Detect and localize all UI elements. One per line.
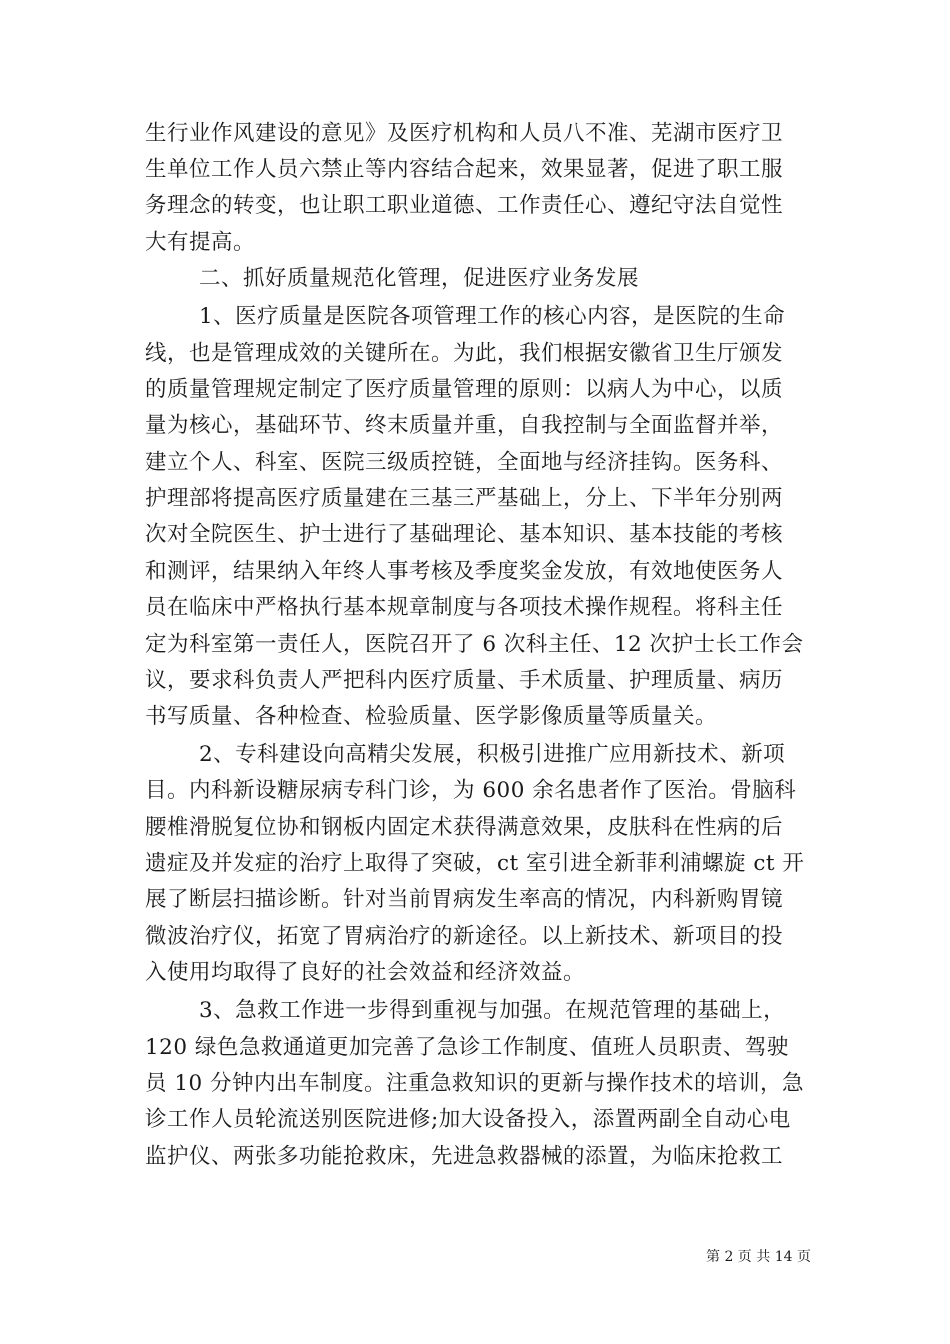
text-line: 目。内科新设糖尿病专科门诊，为 600 余名患者作了医治。骨脑科 (145, 778, 797, 803)
text-line: 3、急救工作进一步得到重视与加强。在规范管理的基础上， (199, 998, 786, 1023)
text-line: 诊工作人员轮流送别医院进修;加大设备投入，添置两副全自动心电 (145, 1107, 791, 1132)
text-line: 生行业作风建设的意见》及医疗机构和人员八不准、芜湖市医疗卫 (145, 121, 784, 146)
text-line: 护理部将提高医疗质量建在三基三严基础上，分上、下半年分别两 (145, 486, 784, 511)
text-line: 定为科室第一责任人，医院召开了 6 次科主任、12 次护士长工作会 (145, 632, 804, 657)
text-line: 大有提高。 (145, 230, 256, 255)
text-line: 务理念的转变，也让职工职业道德、工作责任心、遵纪守法自觉性 (145, 193, 784, 218)
text-line: 书写质量、各种检查、检验质量、医学影像质量等质量关。 (145, 704, 718, 729)
text-line: 建立个人、科室、医院三级质控链，全面地与经济挂钩。医务科、 (145, 450, 784, 475)
text-line: 议，要求科负责人严把科内医疗质量、手术质量、护理质量、病历 (145, 668, 784, 693)
text-line: 员在临床中严格执行基本规章制度与各项技术操作规程。将科主任 (145, 595, 784, 620)
text-line: 和测评，结果纳入年终人事考核及季度奖金发放，有效地使医务人 (145, 559, 784, 584)
text-line: 线，也是管理成效的关键所在。为此，我们根据安徽省卫生厅颁发 (145, 341, 784, 366)
text-line: 1、医疗质量是医院各项管理工作的核心内容，是医院的生命 (199, 304, 786, 329)
text-line: 的质量管理规定制定了医疗质量管理的原则：以病人为中心，以质 (145, 377, 784, 402)
text-line: 入使用均取得了良好的社会效益和经济效益。 (145, 960, 586, 985)
text-line: 监护仪、两张多功能抢救床，先进急救器械的添置，为临床抢救工 (145, 1144, 784, 1169)
text-line: 次对全院医生、护士进行了基础理论、基本知识、基本技能的考核 (145, 522, 784, 547)
text-line: 员 10 分钟内出车制度。注重急救知识的更新与操作技术的培训，急 (145, 1071, 805, 1096)
text-line: 量为核心，基础环节、终末质量并重，自我控制与全面监督并举， (145, 413, 784, 438)
text-line: 微波治疗仪，拓宽了胃病治疗的新途径。以上新技术、新项目的投 (145, 924, 784, 949)
text-line: 腰椎滑脱复位协和钢板内固定术获得满意效果，皮肤科在性病的后 (145, 815, 784, 840)
text-line: 2、专科建设向高精尖发展，积极引进推广应用新技术、新项 (199, 742, 786, 767)
section-heading: 二、抓好质量规范化管理，促进医疗业务发展 (199, 266, 640, 291)
text-line: 生单位工作人员六禁止等内容结合起来，效果显著，促进了职工服 (145, 157, 784, 182)
text-line: 展了断层扫描诊断。针对当前胃病发生率高的情况，内科新购胃镜 (145, 887, 784, 912)
page-number: 第 2 页 共 14 页 (706, 1249, 811, 1265)
text-line: 120 绿色急救通道更加完善了急诊工作制度、值班人员职责、驾驶 (145, 1035, 789, 1060)
text-line: 遗症及并发症的治疗上取得了突破，ct 室引进全新菲利浦螺旋 ct 开 (145, 851, 805, 876)
